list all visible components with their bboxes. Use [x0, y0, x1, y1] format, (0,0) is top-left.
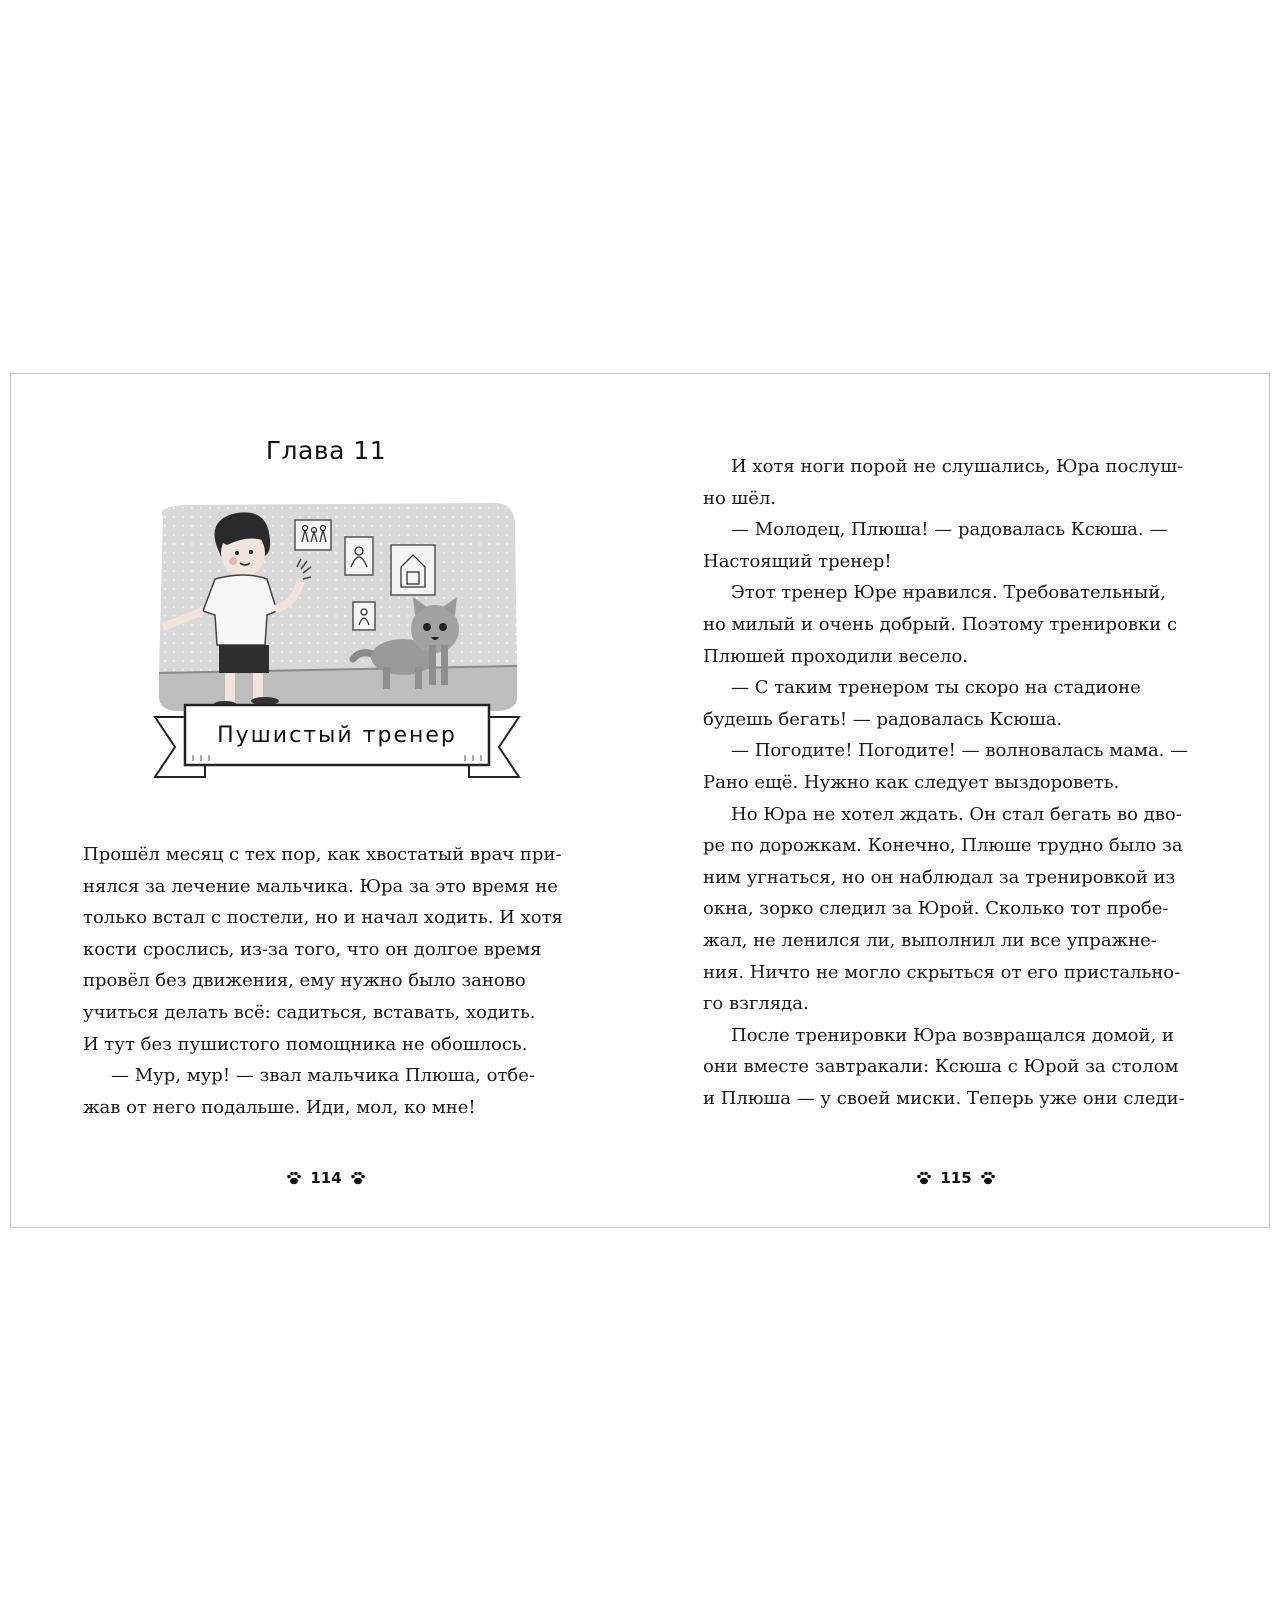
left-page	[11, 374, 641, 1227]
paw-icon	[980, 1171, 996, 1185]
text-line: И тут без пушистого помощника не обошлось.	[83, 1033, 528, 1055]
text-line: го взгляда.	[703, 993, 809, 1015]
text-line: И хотя ноги порой не слушались, Юра послуш-	[731, 456, 1184, 477]
text-line: жав от него подальше. Иди, мол, ко мне!	[83, 1096, 476, 1118]
text-line: Этот тренер Юре нравился. Требовательный,	[731, 582, 1166, 604]
text-line: они вместе завтракали: Ксюша с Юрой за столом	[703, 1056, 1179, 1078]
text-line: После тренировки Юра возвращался домой, и	[731, 1024, 1174, 1046]
page-number-left	[11, 1169, 641, 1187]
page-number: 115	[940, 1169, 972, 1187]
right-body-text	[703, 451, 1197, 1114]
text-line: Настоящий тренер!	[703, 550, 892, 572]
chapter-banner	[155, 705, 519, 777]
book-spread	[10, 373, 1270, 1228]
text-line: Но Юра не хотел ждать. Он стал бегать во дво-	[731, 803, 1182, 825]
paw-icon	[916, 1171, 932, 1185]
text-line: но шёл.	[703, 487, 777, 509]
banner-text: Пушистый тренер	[217, 723, 457, 748]
text-line: окна, зорко следил за Юрой. Сколько тот пробе-	[703, 898, 1169, 920]
text-line: ре по дорожкам. Конечно, Плюше трудно было за	[703, 835, 1183, 857]
text-line: ния. Ничто не могло скрыться от его пристально-	[703, 961, 1181, 983]
text-line: только встал с постели, но и начал ходить. И хотя	[83, 907, 563, 929]
chapter-illustration	[145, 497, 529, 797]
paw-icon	[286, 1171, 302, 1185]
text-line: провёл без движения, ему нужно было заново	[83, 970, 526, 992]
text-line: Плюшей проходили весело.	[703, 645, 968, 667]
text-line: но милый и очень добрый. Поэтому тренировки с	[703, 613, 1178, 635]
text-line: ним угнаться, но он наблюдал за тренировкой из	[703, 866, 1176, 888]
text-line: и Плюша — у своей миски. Теперь уже они следи-	[703, 1087, 1185, 1109]
text-line: — Молодец, Плюша! — радовалась Ксюша. —	[731, 519, 1168, 541]
text-line: учиться делать всё: садиться, вставать, ходить.	[83, 1001, 536, 1023]
text-line: Прошёл месяц с тех пор, как хвостатый врач при-	[83, 844, 562, 865]
paw-icon	[350, 1171, 366, 1185]
chapter-title: Глава 11	[265, 436, 387, 465]
text-line: будешь бегать! — радовалась Ксюша.	[703, 708, 1063, 730]
text-line: жал, не ленился ли, выполнил ли все упражне-	[703, 929, 1157, 951]
text-line: — Погодите! Погодите! — волновалась мама. —	[731, 740, 1189, 762]
text-line: Рано ещё. Нужно как следует выздороветь.	[703, 771, 1120, 793]
text-line: нялся за лечение мальчика. Юра за это время не	[83, 875, 558, 897]
text-line: — Мур, мур! — звал мальчика Плюша, отбе-	[111, 1065, 535, 1087]
page-number: 114	[310, 1169, 342, 1187]
text-line: кости срослись, из-за того, что он долгое время	[83, 938, 542, 960]
right-page	[641, 374, 1271, 1227]
left-body-text	[83, 839, 577, 1123]
text-line: — С таким тренером ты скоро на стадионе	[731, 677, 1141, 699]
page-number-right	[641, 1169, 1271, 1187]
